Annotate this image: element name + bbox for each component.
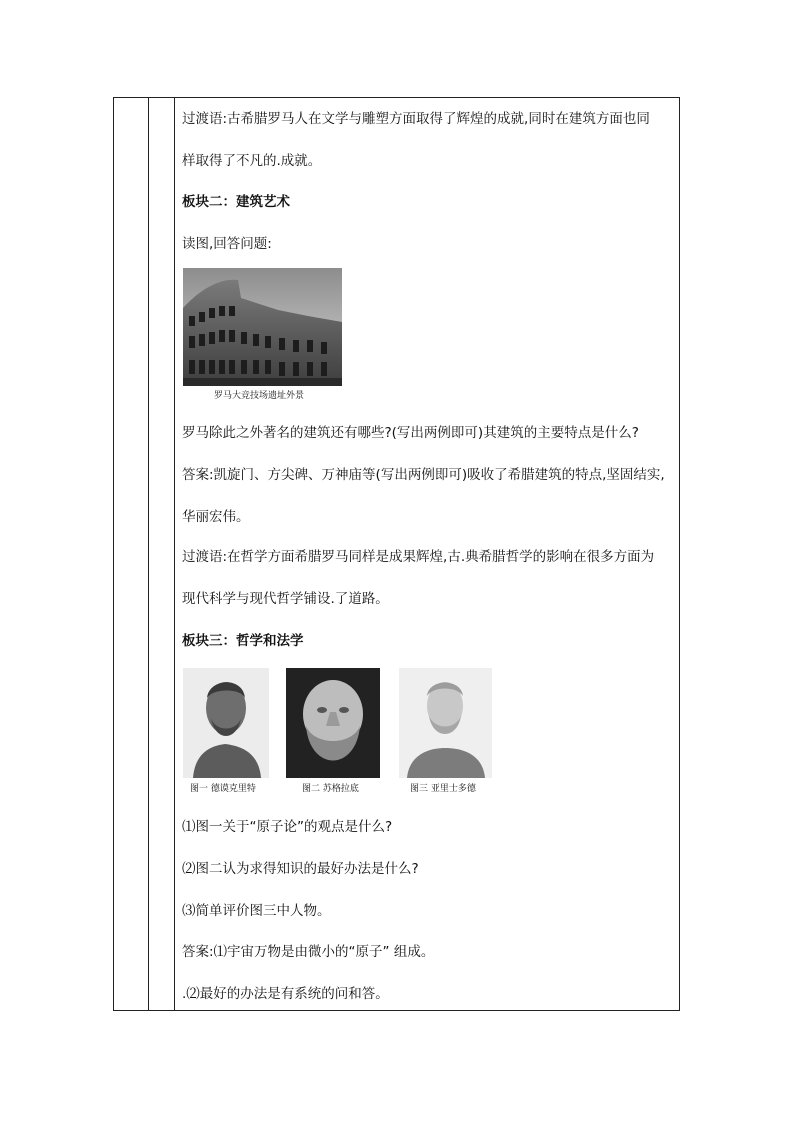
question-architecture: 罗马除此之外著名的建筑还有哪些?(写出两例即可)其建筑的主要特点是什么?	[182, 425, 639, 441]
section2-heading: 板块二：建筑艺术	[182, 194, 290, 210]
answer-architecture: 答案:凯旋门、方尖碑、万神庙等(写出两例即可)吸收了希腊建筑的特点,坚固结实,	[182, 467, 665, 483]
transition-text-2-cont: 现代科学与现代哲学铺设.了道路。	[182, 591, 389, 607]
column-divider-2	[174, 98, 175, 1010]
socrates-bust-photo	[286, 668, 380, 778]
column-divider-1	[148, 98, 149, 1010]
colosseum-photo	[183, 268, 342, 386]
section3-heading: 板块三：哲学和法学	[182, 633, 304, 649]
answer-2: .⑵最好的办法是有系统的问和答。	[182, 986, 389, 1002]
question-2: ⑵图二认为求得知识的最好办法是什么?	[182, 861, 419, 877]
figure3-caption: 图三 亚里士多德	[410, 784, 476, 794]
colosseum-caption: 罗马大竞技场遗址外景	[214, 391, 305, 401]
answer-architecture-cont: 华丽宏伟。	[182, 509, 250, 525]
democritus-bust-photo	[183, 668, 269, 778]
figure2-caption: 图二 苏格拉底	[302, 784, 359, 794]
question-1: ⑴图一关于“原子论”的观点是什么?	[182, 819, 393, 835]
read-prompt: 读图,回答问题:	[182, 236, 272, 252]
transition-text-1: 过渡语:古希腊罗马人在文学与雕塑方面取得了辉煌的成就,同时在建筑方面也同	[182, 111, 650, 127]
aristotle-bust-photo	[399, 668, 492, 778]
transition-text-1-cont: 样取得了不凡的.成就。	[182, 153, 322, 169]
answer-1: 答案:⑴宇宙万物是由微小的“原子” 组成。	[182, 944, 435, 960]
transition-text-2: 过渡语:在哲学方面希腊罗马同样是成果辉煌,古.典希腊哲学的影响在很多方面为	[182, 549, 655, 565]
figure1-caption: 图一 德谟克里特	[190, 784, 256, 794]
question-3: ⑶简单评价图三中人物。	[182, 903, 331, 919]
